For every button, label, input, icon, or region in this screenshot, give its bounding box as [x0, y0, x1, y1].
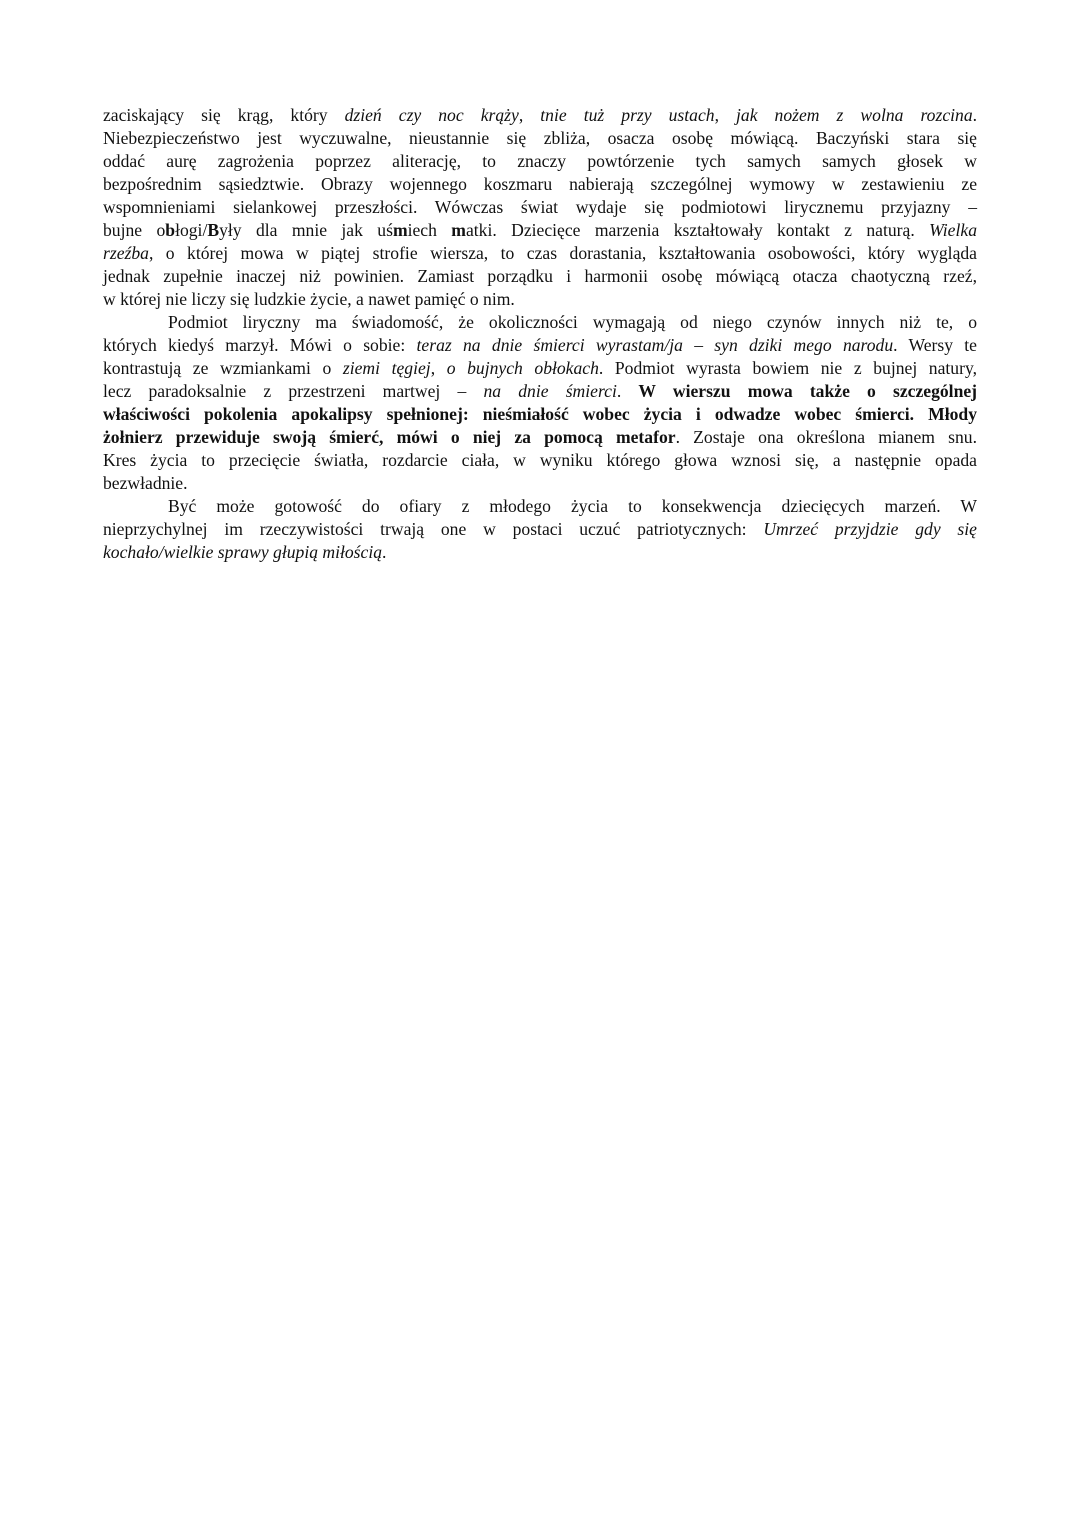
text-line — [103, 242, 977, 265]
text-run: . — [616, 381, 639, 401]
text-run: Niebezpieczeństwo jest wyczuwalne, nieustannie się zbliża, osacza osobę mówiącą. Baczyński stara się — [103, 128, 977, 148]
text-line — [103, 127, 977, 150]
text-run: . — [382, 542, 387, 562]
text-line — [103, 150, 977, 173]
text-line — [103, 495, 977, 518]
text-run: , — [518, 105, 541, 125]
text-run: , — [714, 105, 737, 125]
italic-quote: ziemi tęgiej — [342, 358, 431, 378]
italic-quote: teraz na dnie śmierci wyrastam/ja – syn dziki mego narodu — [416, 335, 894, 355]
italic-quote: na dnie śmierci — [483, 381, 617, 401]
text-run: kontrastują ze wzmiankami o — [103, 358, 343, 378]
text-run: wspomnieniami sielankowej przeszłości. Wówczas świat wydaje się podmiotowi lirycznemu przyjazny – — [103, 197, 977, 217]
italic-quote: kochało/wielkie sprawy głupią miłością — [103, 542, 383, 562]
italic-quote: Umrzeć przyjdzie gdy się — [763, 519, 977, 539]
text-line — [103, 219, 977, 242]
text-run: , o której mowa w piątej strofie wiersza, to czas dorastania, kształtowania osobowości, który wygląda — [148, 243, 977, 263]
text-run: atki. Dziecięce marzenia kształtowały kontakt z naturą. — [465, 220, 930, 240]
paragraph — [103, 311, 977, 495]
bold-text: żołnierz przewiduje swoją śmierć, mówi o niej za pomocą metafor — [103, 427, 676, 447]
text-line — [103, 541, 977, 564]
text-run: iech — [407, 220, 452, 240]
text-run: lecz paradoksalnie z przestrzeni martwej – — [103, 381, 484, 401]
text-run: , — [430, 358, 447, 378]
text-run: Podmiot liryczny ma świadomość, że okoliczności wymagają od niego czynów innych niż te, o — [168, 312, 977, 332]
text-line — [103, 334, 977, 357]
italic-quote: o bujnych obłokach — [446, 358, 599, 378]
italic-quote: rzeźba — [103, 243, 149, 263]
text-run: w której nie liczy się ludzkie życie, a nawet pamięć o nim. — [103, 289, 515, 309]
text-line — [103, 104, 977, 127]
text-run: zaciskający się krąg, który — [103, 105, 345, 125]
text-line — [103, 380, 977, 403]
text-run: Być może gotowość do ofiary z młodego życia to konsekwencja dziecięcych marzeń. W — [168, 496, 977, 516]
text-run: . Wersy te — [893, 335, 977, 355]
bold-text: b — [165, 220, 176, 240]
bold-text: właściwości pokolenia apokalipsy spełnionej: nieśmiałość wobec życia i odwadze wobec śmierci. Młody — [103, 404, 977, 424]
text-line — [103, 449, 977, 472]
text-run: Kres życia to przecięcie światła, rozdarcie ciała, w wyniku którego głowa wznosi się, a następnie opada — [103, 450, 977, 470]
italic-quote: jak nożem z wolna rozcina — [736, 105, 973, 125]
text-run: . Podmiot wyrasta bowiem nie z bujnej natury, — [598, 358, 978, 378]
text-run: bujne o — [103, 220, 166, 240]
bold-text: m — [392, 220, 408, 240]
text-run: . — [972, 105, 978, 125]
text-line — [103, 265, 977, 288]
text-run: jednak zupełnie inaczej niż powinien. Zamiast porządku i harmonii osobę mówiącą otacza chaotyczną rzeź, — [103, 266, 977, 286]
text-line — [103, 403, 977, 426]
text-run: oddać aurę zagrożenia poprzez aliterację, to znaczy powtórzenie tych samych samych głosek w — [103, 151, 977, 171]
text-run: bezwładnie. — [103, 473, 188, 493]
text-run: yły dla mnie jak uś — [219, 220, 393, 240]
paragraph — [103, 104, 977, 311]
text-line — [103, 426, 977, 449]
bold-text: m — [451, 220, 466, 240]
text-line — [103, 288, 977, 311]
text-line — [103, 311, 977, 334]
text-run: nieprzychylnej im rzeczywistości trwają one w postaci uczuć patriotycznych: — [103, 519, 764, 539]
document-body — [103, 104, 977, 564]
text-run: . Zostaje ona określona mianem snu. — [675, 427, 977, 447]
text-line — [103, 357, 977, 380]
text-run: których kiedyś marzył. Mówi o sobie: — [103, 335, 417, 355]
italic-quote: tnie tuż przy ustach — [540, 105, 715, 125]
bold-text: B — [207, 220, 220, 240]
text-run: łogi/ — [175, 220, 208, 240]
bold-text: W wierszu mowa także o szczególnej — [638, 381, 978, 401]
text-line — [103, 196, 977, 219]
paragraph — [103, 495, 977, 564]
italic-quote: dzień czy noc krąży — [344, 105, 519, 125]
text-line — [103, 518, 977, 541]
italic-quote: Wielka — [929, 220, 977, 240]
text-line — [103, 173, 977, 196]
text-line — [103, 472, 977, 495]
text-run: bezpośrednim sąsiedztwie. Obrazy wojennego koszmaru nabierają szczególnej wymowy w zestawieniu ze — [103, 174, 977, 194]
